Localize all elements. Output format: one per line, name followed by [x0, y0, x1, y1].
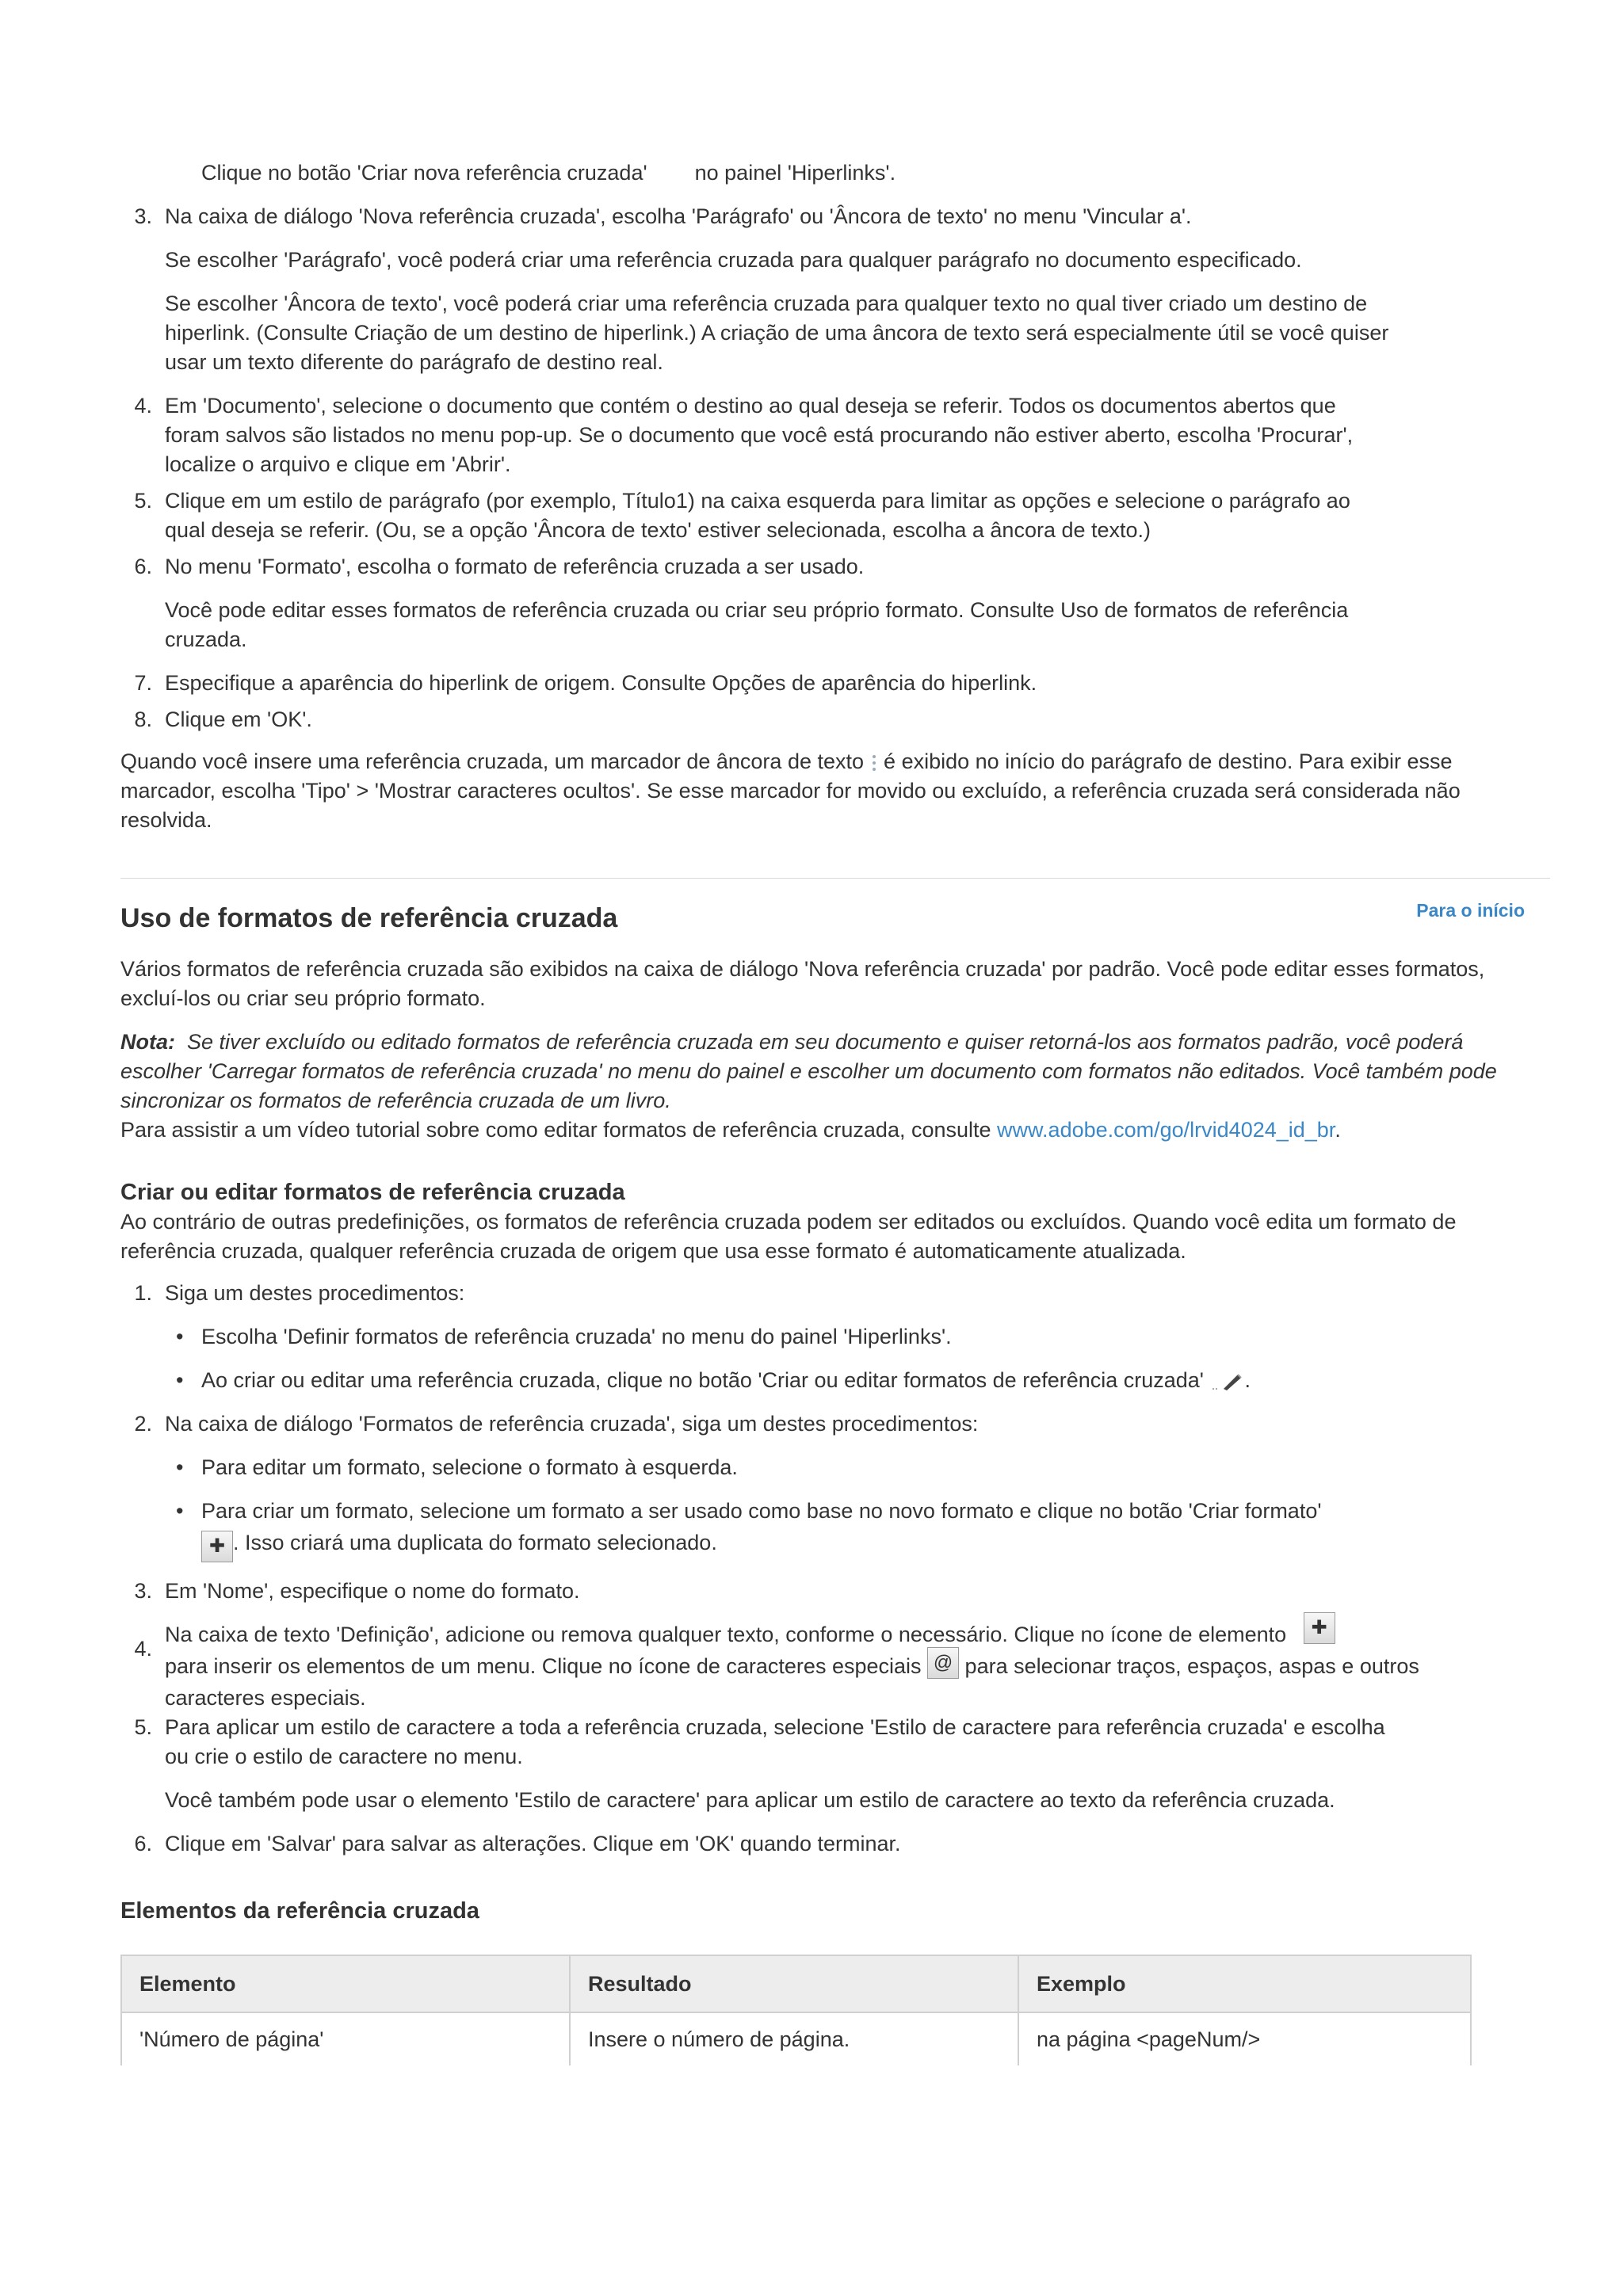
table-cell: na página <pageNum/>	[1018, 2012, 1471, 2065]
step-paragraph: Se escolher 'Parágrafo', você poderá criar uma referência cruzada para qualquer parágrafo no documento especificado.	[165, 248, 1302, 272]
back-to-top-link[interactable]: Para o início	[1416, 900, 1525, 921]
list-item: 3. Em 'Nome', especifique o nome do formato.	[134, 1579, 580, 1603]
step-paragraph: Você também pode usar o elemento 'Estilo de caractere' para aplicar um estilo de caractere ao texto da referência cruzada.	[165, 1788, 1335, 1812]
intro-text: Clique no botão 'Criar nova referência cruzada'	[201, 161, 647, 185]
intro-line	[201, 158, 1547, 188]
section-intro: Vários formatos de referência cruzada são exibidos na caixa de diálogo 'Nova referência cruzada' por padrão. Você pode editar esses formatos, excluí-los ou criar seu próprio formato.	[120, 957, 1485, 1010]
table-cell: 'Número de página'	[121, 2012, 570, 2065]
step-paragraph: Você pode editar esses formatos de referência cruzada ou criar seu próprio formato. Consulte Uso de formatos de referência cruzada.	[165, 598, 1349, 651]
list-item: 4. Na caixa de texto 'Definição', adicione ou remova qualquer texto, conforme o necessário. Clique no ícone de elemento ✚ para inserir os elementos de um menu. Clique no ícone de caracteres especiais @ para selecionar traços, espaços, aspas e outros caracteres especiais.	[120, 1620, 1547, 1713]
section-title: Uso de formatos de referência cruzada	[120, 903, 618, 933]
list-item: 5. Para aplicar um estilo de caractere a toda a referência cruzada, selecione 'Estilo de caractere para referência cruzada' e escolha ou crie o estilo de caractere no menu. Você também pode usar o elemento 'Estilo de caractere' para aplicar um estilo de caractere ao texto da referência cruzada.	[120, 1713, 1547, 1815]
document-page	[120, 158, 1547, 2065]
list-item: 8. Clique em 'OK'.	[134, 707, 312, 731]
subsection-title: Criar ou editar formatos de referência cruzada	[120, 1180, 625, 1205]
bullet-item: • Escolha 'Definir formatos de referência cruzada' no menu do painel 'Hiperlinks'.	[165, 1322, 1547, 1352]
create-format-icon: ✚	[201, 1531, 233, 1562]
bullet-list	[165, 1453, 1547, 1562]
list-item: 7. Especifique a aparência do hiperlink de origem. Consulte Opções de aparência do hiperlink.	[134, 671, 1037, 695]
table-row	[121, 2012, 1471, 2065]
element-insert-icon: ✚	[1304, 1612, 1335, 1644]
special-characters-icon: @	[927, 1647, 959, 1679]
note-text: Se tiver excluído ou editado formatos de referência cruzada em seu documento e quiser retorná-los aos formatos padrão, você poderá escolher 'Carregar formatos de referência cruzada' no menu do painel e escolher um documento com formatos não editados. Você também pode sincronizar os formatos de referência cruzada de um livro.	[120, 1030, 1497, 1112]
steps-list-a	[120, 202, 1547, 734]
elements-table	[120, 1955, 1472, 2065]
step-paragraph: Se escolher 'Âncora de texto', você poderá criar uma referência cruzada para qualquer texto no qual tiver criado um destino de hiperlink. (Consulte Criação de um destino de hiperlink.) A criação de uma âncora de texto será especialmente útil se você quiser usar um texto diferente do parágrafo de destino real.	[165, 292, 1389, 374]
list-item: 6. No menu 'Formato', escolha o formato de referência cruzada a ser usado. Você pode editar esses formatos de referência cruzada ou criar seu próprio formato. Consulte Uso de formatos de referência cruzada.	[120, 552, 1547, 654]
edit-format-pencil-icon	[1209, 1371, 1244, 1392]
steps-list-b	[120, 1279, 1547, 1859]
bullet-item: • Para criar um formato, selecione um formato a ser usado como base no novo formato e clique no botão 'Criar formato' ✚ . Isso criará uma duplicata do formato selecionado.	[165, 1497, 1430, 1562]
list-item: 3. Na caixa de diálogo 'Nova referência cruzada', escolha 'Parágrafo' ou 'Âncora de texto' no menu 'Vincular a'. Se escolher 'Parágrafo', você poderá criar uma referência cruzada para qualquer parágrafo no documento especificado. Se escolher 'Âncora de texto', você poderá criar uma referência cruzada para qualquer texto no qual tiver criado um destino de hiperlink. (Consulte Criação de um destino de hiperlink.) A criação de uma âncora de texto será especialmente útil se você quiser usar um texto diferente do parágrafo de destino real.	[120, 202, 1547, 377]
bullet-item: • Ao criar ou editar uma referência cruzada, clique no botão 'Criar ou editar formatos de referência cruzada' .	[165, 1366, 1547, 1395]
section-divider	[120, 878, 1550, 879]
table-header: Resultado	[570, 1955, 1018, 2012]
bullet-list	[165, 1322, 1547, 1395]
table-header: Elemento	[121, 1955, 570, 2012]
list-item: 5. Clique em um estilo de parágrafo (por exemplo, Título1) na caixa esquerda para limitar as opções e selecione o parágrafo ao qual deseja se referir. (Ou, se a opção 'Âncora de texto' estiver selecionada, escolha a âncora de texto.)	[134, 489, 1350, 542]
section-header	[120, 896, 1547, 939]
list-item: 6. Clique em 'Salvar' para salvar as alterações. Clique em 'OK' quando terminar.	[134, 1832, 901, 1855]
table-cell: Insere o número de página.	[570, 2012, 1018, 2065]
bullet-item: • Para editar um formato, selecione o formato à esquerda.	[165, 1453, 1547, 1482]
text-anchor-marker-icon	[870, 753, 878, 773]
list-item: 1. Siga um destes procedimentos: • Escolha 'Definir formatos de referência cruzada' no menu do painel 'Hiperlinks'. • Ao criar ou editar uma referência cruzada, clique no botão 'Criar ou editar formatos de referência cruzada' .	[120, 1279, 1547, 1395]
table-header: Exemplo	[1018, 1955, 1471, 2012]
list-item: 4. Em 'Documento', selecione o documento que contém o destino ao qual deseja se referir. Todos os documentos abertos que foram salvos são listados no menu pop-up. Se o documento que você está procurando não estiver aberto, escolha 'Procurar', localize o arquivo e clique em 'Abrir'.	[134, 394, 1354, 476]
video-tutorial-link[interactable]: www.adobe.com/go/lrvid4024_id_br	[997, 1118, 1335, 1142]
subsection-title: Elementos da referência cruzada	[120, 1898, 479, 1924]
subsection-intro: Ao contrário de outras predefinições, os formatos de referência cruzada podem ser editados ou excluídos. Quando você edita um formato de referência cruzada, qualquer referência cruzada de origem que usa esse formato é automaticamente atualizada.	[120, 1210, 1457, 1263]
marker-paragraph: Quando você insere uma referência cruzada, um marcador de âncora de texto é exibido no início do parágrafo de destino. Para exibir esse marcador, escolha 'Tipo' > 'Mostrar caracteres ocultos'. Se esse marcador for movido ou excluído, a referência cruzada será considerada não resolvida.	[120, 749, 1461, 832]
table-header-row	[121, 1955, 1471, 2012]
note-label: Nota:	[120, 1030, 175, 1054]
video-paragraph: Para assistir a um vídeo tutorial sobre como editar formatos de referência cruzada, consulte www.adobe.com/go/lrvid4024_id_br.	[120, 1118, 1341, 1142]
note	[120, 1028, 1547, 1116]
list-item: 2. Na caixa de diálogo 'Formatos de referência cruzada', siga um destes procedimentos: • Para editar um formato, selecione o formato à esquerda. • Para criar um formato, selecione um formato a ser usado como base no novo formato e clique no botão 'Criar formato' ✚ . Isso criará uma duplicata do formato selecionado.	[120, 1409, 1547, 1562]
intro-text-after: no painel 'Hiperlinks'.	[694, 161, 896, 185]
